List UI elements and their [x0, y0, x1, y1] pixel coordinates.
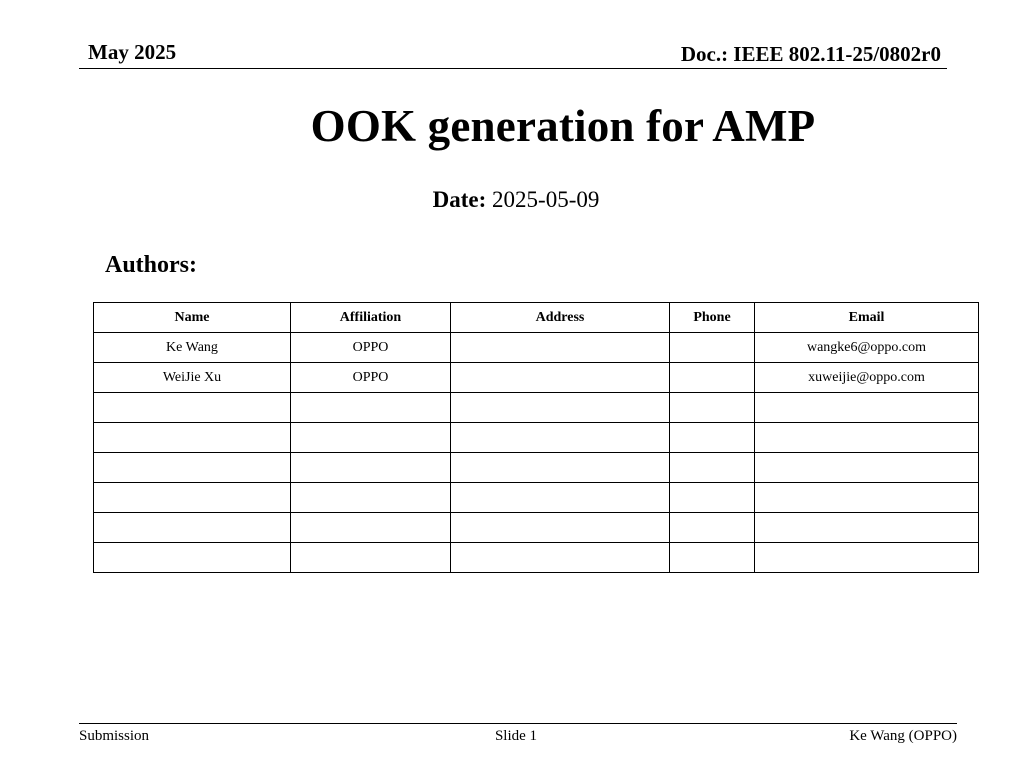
- footer-author: Ke Wang (OPPO): [849, 728, 957, 744]
- table-row: [94, 513, 979, 543]
- cell-phone: [670, 483, 755, 513]
- table-row: [94, 393, 979, 423]
- authors-table-body: [94, 333, 979, 573]
- cell-address: [451, 423, 670, 453]
- cell-address: [451, 333, 670, 363]
- cell-name: Ke Wang: [94, 333, 291, 363]
- date-value: 2025-05-09: [492, 187, 600, 212]
- cell-address: [451, 513, 670, 543]
- cell-email: xuweijie@oppo.com: [755, 363, 979, 393]
- date-label: Date:: [432, 187, 487, 212]
- cell-phone: [670, 333, 755, 363]
- table-row: [94, 483, 979, 513]
- column-header-name: Name: [94, 303, 291, 333]
- cell-email: [755, 453, 979, 483]
- table-row: [94, 543, 979, 573]
- cell-phone: [670, 513, 755, 543]
- date-line: [0, 187, 1024, 213]
- cell-name: [94, 483, 291, 513]
- table-row: [94, 423, 979, 453]
- header-divider: [79, 68, 947, 69]
- footer-slide-number: Slide 1: [494, 728, 538, 744]
- table-row: [94, 333, 979, 363]
- header-doc-number: Doc.: IEEE 802.11-25/0802r0: [680, 42, 941, 66]
- cell-phone: [670, 423, 755, 453]
- table-header-row: [94, 303, 979, 333]
- column-header-phone: Phone: [670, 303, 755, 333]
- footer-submission: Submission: [79, 728, 150, 744]
- cell-email: [755, 393, 979, 423]
- cell-name: [94, 393, 291, 423]
- column-header-email: Email: [755, 303, 979, 333]
- cell-affiliation: [291, 423, 451, 453]
- cell-address: [451, 363, 670, 393]
- slide-title: OOK generation for AMP: [310, 101, 816, 151]
- header-date: May 2025: [88, 40, 177, 64]
- footer-divider: [79, 723, 957, 724]
- authors-label: Authors:: [105, 252, 198, 278]
- cell-affiliation: [291, 513, 451, 543]
- table-row: [94, 453, 979, 483]
- cell-address: [451, 483, 670, 513]
- column-header-address: Address: [451, 303, 670, 333]
- authors-table: [93, 302, 979, 573]
- cell-name: [94, 453, 291, 483]
- cell-address: [451, 543, 670, 573]
- cell-affiliation: OPPO: [291, 363, 451, 393]
- cell-affiliation: [291, 483, 451, 513]
- cell-affiliation: [291, 453, 451, 483]
- cell-phone: [670, 543, 755, 573]
- cell-name: WeiJie Xu: [94, 363, 291, 393]
- cell-email: [755, 513, 979, 543]
- cell-affiliation: [291, 393, 451, 423]
- cell-phone: [670, 453, 755, 483]
- cell-email: [755, 483, 979, 513]
- column-header-affiliation: Affiliation: [291, 303, 451, 333]
- cell-email: wangke6@oppo.com: [755, 333, 979, 363]
- cell-email: [755, 543, 979, 573]
- cell-name: [94, 513, 291, 543]
- cell-address: [451, 453, 670, 483]
- cell-email: [755, 423, 979, 453]
- cell-affiliation: [291, 543, 451, 573]
- cell-phone: [670, 363, 755, 393]
- table-row: [94, 363, 979, 393]
- cell-affiliation: OPPO: [291, 333, 451, 363]
- cell-phone: [670, 393, 755, 423]
- cell-name: [94, 423, 291, 453]
- cell-address: [451, 393, 670, 423]
- cell-name: [94, 543, 291, 573]
